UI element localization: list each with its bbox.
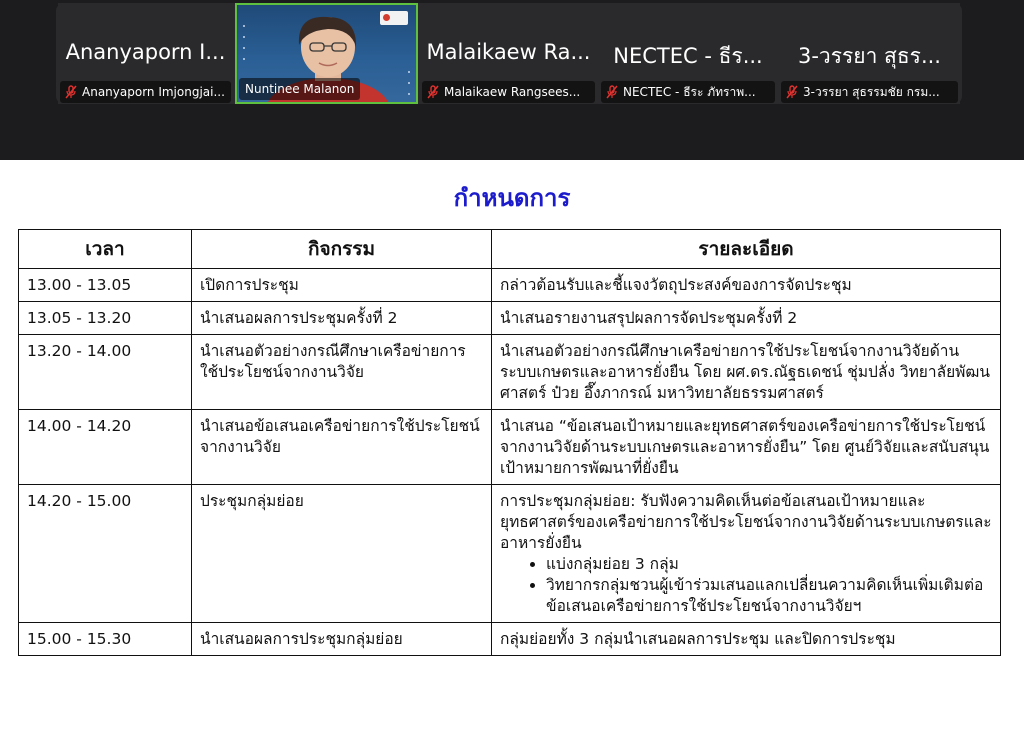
muted-mic-icon [606, 85, 618, 99]
table-row [19, 269, 1001, 302]
header-activity: กิจกรรม [192, 230, 492, 269]
participant-name-large: Ananyaporn I... [65, 40, 226, 64]
participant-name-large: 3-วรรยา สุธร... [797, 44, 941, 68]
header-time: เวลา [19, 230, 192, 269]
table-row [19, 335, 1001, 410]
cell-time: 14.20 - 15.00 [19, 485, 192, 623]
table-row [19, 410, 1001, 485]
background-dots-left [243, 25, 245, 69]
table-row [19, 485, 1001, 623]
cell-detail: นำเสนอตัวอย่างกรณีศึกษาเครือข่ายการใช้ประโยชน์จากงานวิจัยด้านระบบเกษตรและอาหารยั่งยืน โดย ผศ.ดร.ณัฐธเดชน์ ชุ่มปลั่ง วิทยาลัยพัฒนศาสตร์ ป๋วย อึ๊งภากรณ์ มหาวิทยาลัยธรรมศาสตร์ [492, 335, 1001, 410]
cell-detail: นำเสนอรายงานสรุปผลการจัดประชุมครั้งที่ 2 [492, 302, 1001, 335]
cell-activity: นำเสนอผลการประชุมครั้งที่ 2 [192, 302, 492, 335]
sdg-logo-badge [380, 11, 408, 25]
detail-text: การประชุมกลุ่มย่อย: รับฟังความคิดเห็นต่อข้อเสนอเป้าหมายและยุทธศาสตร์ของเครือข่ายการใช้ประโยชน์จากงานวิจัยด้านระบบเกษตรและอาหารยั่งยืน [500, 492, 992, 552]
cell-detail [492, 485, 1001, 623]
participant-tile-3[interactable] [420, 3, 597, 104]
cell-activity: นำเสนอข้อเสนอเครือข่ายการใช้ประโยชน์จากงานวิจัย [192, 410, 492, 485]
participant-caption-text: Malaikaew Rangsees... [444, 85, 581, 99]
muted-mic-icon [427, 85, 439, 99]
participant-caption-text: NECTEC - ธีระ ภัทราพ... [623, 85, 756, 99]
participant-tile-5[interactable] [779, 3, 960, 104]
header-detail: รายละเอียด [492, 230, 1001, 269]
cell-time: 14.00 - 14.20 [19, 410, 192, 485]
document-title: กำหนดการ [453, 184, 571, 212]
participant-caption-text: 3-วรรยา สุธรรมชัย กรม... [803, 85, 940, 99]
participant-caption [601, 81, 775, 103]
participant-caption [422, 81, 595, 103]
participant-tile-4[interactable] [599, 3, 777, 104]
bullet-item: • วิทยากรกลุ่มชวนผู้เข้าร่วมเสนอแลกเปลี่ยนความคิดเห็นเพิ่มเติมต่อข้อเสนอเครือข่ายการใช้ประโยชน์จากงานวิจัยฯ [546, 575, 992, 617]
participant-name-large: Malaikaew Ra... [426, 40, 591, 64]
cell-activity: นำเสนอผลการประชุมกลุ่มย่อย [192, 623, 492, 656]
muted-mic-icon [786, 85, 798, 99]
cell-detail: นำเสนอ “ข้อเสนอเป้าหมายและยุทธศาสตร์ของเครือข่ายการใช้ประโยชน์จากงานวิจัยด้านระบบเกษตรและอาหารยั่งยืน” โดย ศูนย์วิจัยและสนับสนุนเป้าหมายการพัฒนาที่ยั่งยืน [492, 410, 1001, 485]
cell-activity: เปิดการประชุม [192, 269, 492, 302]
participant-caption-text: Nuntinee Malanon [239, 78, 360, 100]
cell-activity: ประชุมกลุ่มย่อย [192, 485, 492, 623]
participant-name-large: NECTEC - ธีร... [613, 44, 763, 68]
table-row [19, 302, 1001, 335]
cell-time: 13.05 - 13.20 [19, 302, 192, 335]
agenda-table [18, 229, 1001, 656]
cell-time: 13.00 - 13.05 [19, 269, 192, 302]
background-dots-right [408, 71, 410, 104]
cell-detail: กลุ่มย่อยทั้ง 3 กลุ่มนำเสนอผลการประชุม และปิดการประชุม [492, 623, 1001, 656]
cell-activity: นำเสนอตัวอย่างกรณีศึกษาเครือข่ายการใช้ประโยชน์จากงานวิจัย [192, 335, 492, 410]
bullet-item: • แบ่งกลุ่มย่อย 3 กลุ่ม [546, 554, 992, 575]
table-header-row [19, 230, 1001, 269]
participant-caption [60, 81, 231, 103]
participant-tile-1[interactable] [58, 3, 233, 104]
participant-caption [781, 81, 958, 103]
cell-time: 15.00 - 15.30 [19, 623, 192, 656]
meeting-top-bar [0, 0, 1024, 160]
table-row [19, 623, 1001, 656]
participant-caption-text: Ananyaporn Imjongjai... [82, 85, 225, 99]
cell-time: 13.20 - 14.00 [19, 335, 192, 410]
participant-video-tile-active[interactable] [235, 3, 418, 104]
cell-detail: กล่าวต้อนรับและชี้แจงวัตถุประสงค์ของการจัดประชุม [492, 269, 1001, 302]
muted-mic-icon [65, 85, 77, 99]
detail-bullet-list [500, 554, 992, 617]
